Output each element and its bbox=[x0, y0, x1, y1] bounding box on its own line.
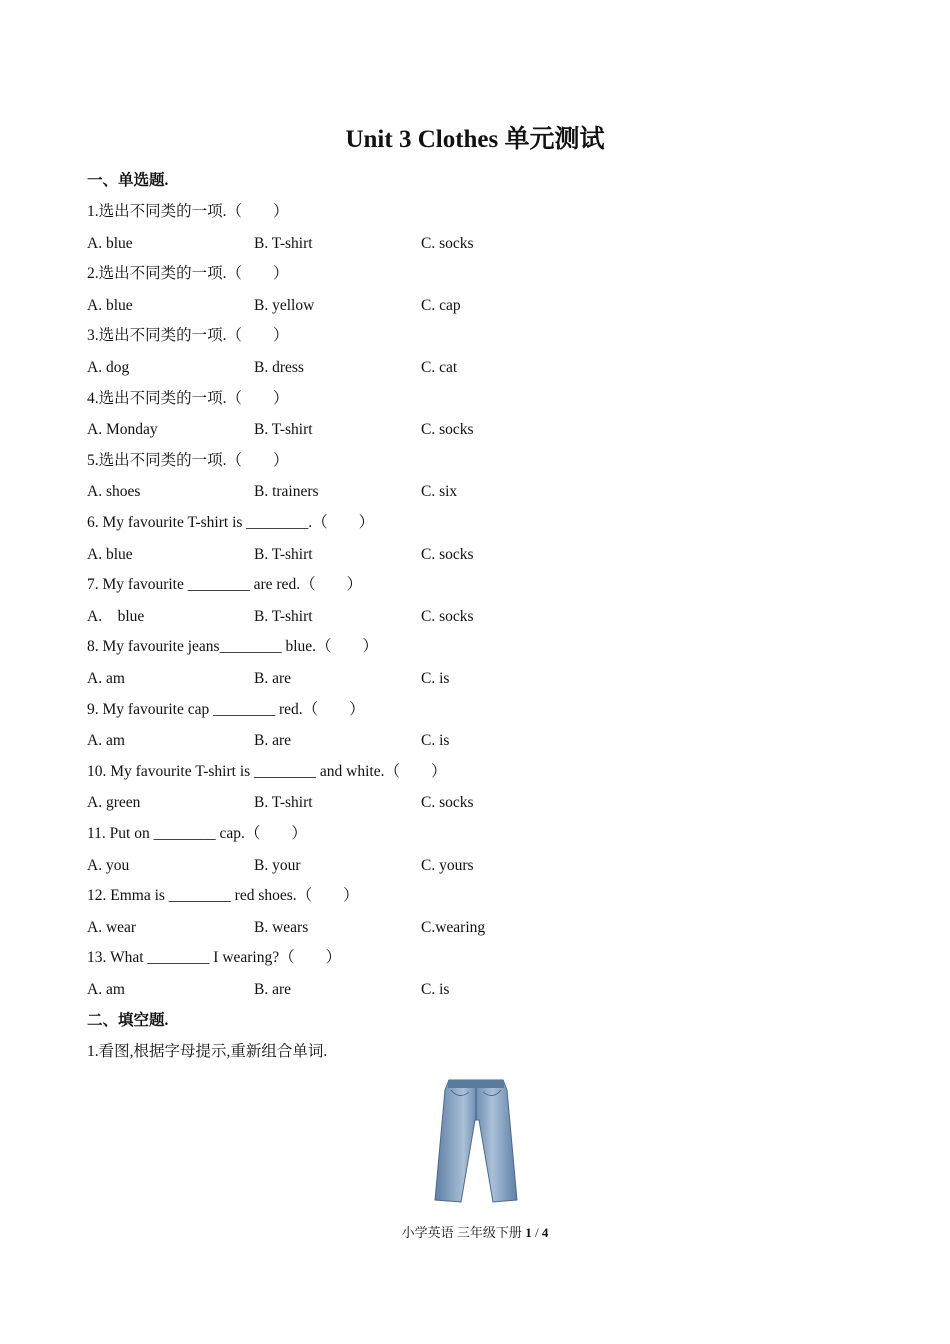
option-c: C. socks bbox=[421, 545, 474, 563]
option-a: A. blue bbox=[87, 234, 133, 252]
option-b: B. are bbox=[254, 980, 292, 998]
section-fill-blank: 二、填空题. bbox=[87, 1012, 169, 1029]
question-text: 6. My favourite T-shirt is ________.（ ） bbox=[87, 514, 375, 531]
option-c: C. socks bbox=[421, 421, 474, 439]
option-a: A. blue bbox=[87, 545, 133, 563]
question-text: 4.选出不同类的一项.（ ） bbox=[87, 389, 289, 407]
option-a: A. green bbox=[87, 794, 141, 812]
option-a: A. Monday bbox=[87, 421, 158, 439]
question-text: 7. My favourite ________ are red.（ ） bbox=[87, 576, 363, 594]
option-c: C. is bbox=[421, 732, 450, 750]
option-a: A. dog bbox=[87, 358, 130, 376]
option-c: C. six bbox=[421, 483, 458, 501]
option-c: C. socks bbox=[421, 234, 474, 252]
footer-subject: 小学英语 三年级下册 bbox=[401, 1225, 522, 1240]
option-a: A. am bbox=[87, 732, 125, 750]
option-b: B. T-shirt bbox=[254, 545, 313, 563]
option-c: C. cat bbox=[421, 358, 458, 376]
question-text: 5.选出不同类的一项.（ ） bbox=[87, 451, 289, 469]
option-b: B. are bbox=[254, 669, 292, 687]
footer-total-pages: 4 bbox=[541, 1225, 549, 1240]
option-b: B. dress bbox=[254, 358, 304, 376]
page-title: Unit 3 Clothes 单元测试 bbox=[345, 126, 605, 153]
option-a: A. am bbox=[87, 669, 125, 687]
option-b: B. your bbox=[254, 856, 301, 874]
option-c: C. is bbox=[421, 669, 450, 687]
option-b: B. T-shirt bbox=[254, 607, 313, 625]
question-text: 2.选出不同类的一项.（ ） bbox=[87, 265, 289, 283]
option-c: C. cap bbox=[421, 296, 461, 314]
option-a: A. blue bbox=[87, 607, 145, 625]
option-b: B. T-shirt bbox=[254, 421, 313, 439]
section-single-choice: 一、单选题. bbox=[87, 172, 169, 189]
question-text: 8. My favourite jeans________ blue.（ ） bbox=[87, 638, 379, 656]
question-text: 13. What ________ I wearing?（ ） bbox=[87, 949, 342, 967]
question-text: 3.选出不同类的一项.（ ） bbox=[87, 327, 289, 345]
fill-question-1: 1.看图,根据字母提示,重新组合单词. bbox=[87, 1043, 328, 1060]
page-footer bbox=[0, 1223, 950, 1243]
option-b: B. T-shirt bbox=[254, 794, 313, 812]
option-c: C. is bbox=[421, 980, 450, 998]
option-a: A. blue bbox=[87, 296, 133, 314]
option-a: A. shoes bbox=[87, 483, 141, 501]
option-b: B. T-shirt bbox=[254, 234, 313, 252]
question-text: 1.选出不同类的一项.（ ） bbox=[87, 203, 289, 220]
jeans-image bbox=[429, 1076, 523, 1206]
option-c: C. yours bbox=[421, 856, 474, 874]
question-text: 12. Emma is ________ red shoes.（ ） bbox=[87, 887, 359, 905]
option-b: B. trainers bbox=[254, 483, 319, 501]
footer-separator: / bbox=[534, 1225, 539, 1240]
question-text: 9. My favourite cap ________ red.（ ） bbox=[87, 700, 365, 718]
option-b: B. yellow bbox=[254, 296, 315, 314]
option-c: C.wearing bbox=[421, 918, 486, 936]
question-text: 10. My favourite T-shirt is ________ and white.（ ） bbox=[87, 762, 447, 780]
footer-page-number: 1 bbox=[525, 1225, 532, 1240]
option-c: C. socks bbox=[421, 794, 474, 812]
option-b: B. are bbox=[254, 732, 292, 750]
option-c: C. socks bbox=[421, 607, 474, 625]
option-b: B. wears bbox=[254, 918, 309, 936]
question-text: 11. Put on ________ cap.（ ） bbox=[87, 825, 307, 842]
option-a: A. you bbox=[87, 856, 130, 874]
option-a: A. am bbox=[87, 980, 125, 998]
option-a: A. wear bbox=[87, 918, 137, 936]
